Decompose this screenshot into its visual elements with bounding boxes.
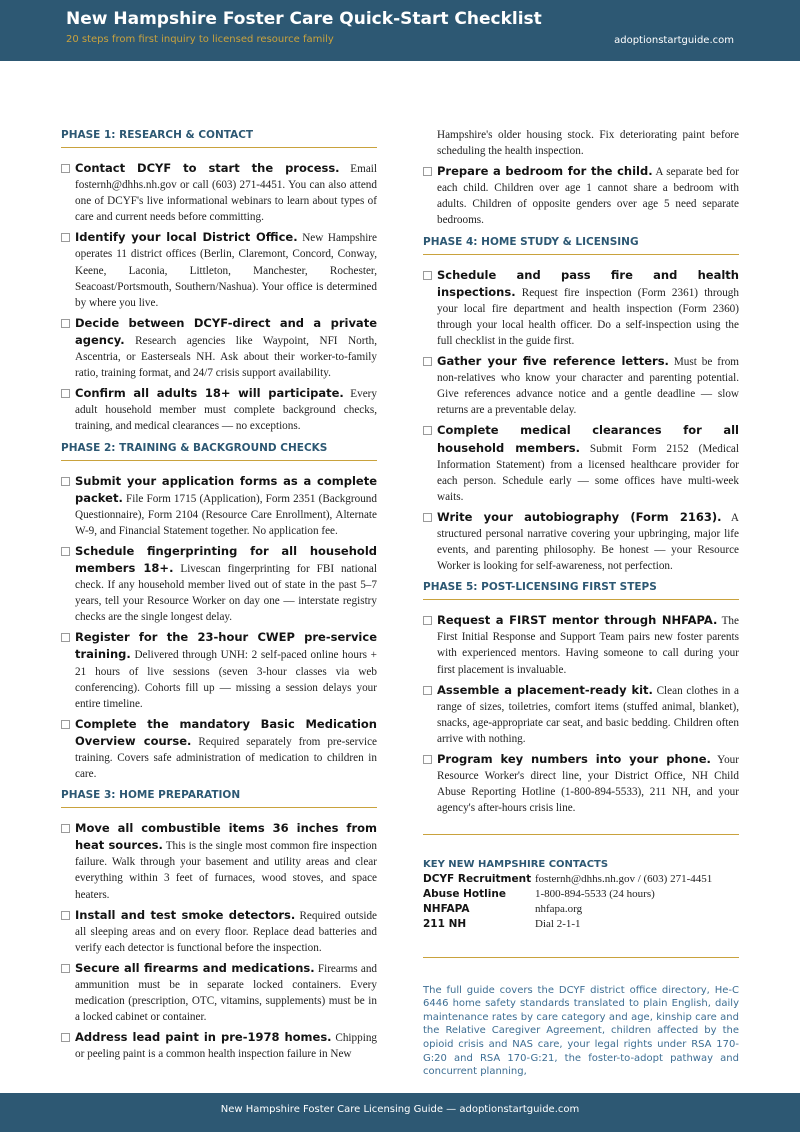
checklist	[61, 473, 377, 783]
checkbox[interactable]	[61, 1033, 70, 1042]
header-site-link[interactable]: adoptionstartguide.com	[614, 35, 734, 46]
checklist-item	[61, 629, 377, 711]
checklist-item	[61, 229, 377, 310]
phase-1	[61, 126, 377, 435]
checkbox[interactable]	[61, 824, 70, 833]
checklist	[423, 127, 739, 229]
contact-label: DCYF Recruitment	[423, 873, 532, 886]
contact-value: nhfapa.org	[535, 902, 583, 915]
checklist-item	[423, 612, 739, 677]
phase-title: PHASE 2: TRAINING & BACKGROUND CHECKS	[61, 439, 377, 461]
checklist-item	[423, 509, 739, 574]
item-body: Email fosternh@dhhs.nh.gov or call (603) 271-4451. You can also attend one of DCYF's live informational webinars to learn about types of care and current needs before committing.	[75, 163, 378, 224]
checklist	[61, 820, 377, 1062]
contacts-box	[423, 859, 739, 931]
item-body: A structured personal narrative covering your upbringing, major life events, and parenting philosophy. Be honest — your Resource Worker is looking for self-awareness, not perfection.	[437, 511, 739, 573]
checkbox[interactable]	[61, 319, 70, 328]
checklist-item	[61, 960, 377, 1025]
item-title: Program key numbers into your phone.	[437, 752, 711, 766]
checkbox[interactable]	[423, 616, 432, 625]
contact-row	[423, 872, 739, 887]
item-title: Address lead paint in pre-1978 homes.	[75, 1030, 332, 1045]
checkbox[interactable]	[423, 686, 432, 695]
checklist-item	[61, 907, 377, 956]
checkbox[interactable]	[61, 477, 70, 486]
checkbox[interactable]	[61, 720, 70, 729]
item-body: Submit Form 2152 (Medical Information Statement) from a licensed healthcare provider for each person. Schedule early — some offices have multi-week waits.	[437, 442, 740, 503]
phase-title: PHASE 5: POST-LICENSING FIRST STEPS	[423, 578, 739, 600]
phase-5	[423, 578, 739, 816]
item-title: Install and test smoke detectors.	[75, 907, 296, 922]
item-title: Contact DCYF to start the process.	[75, 161, 340, 175]
phase-2	[61, 439, 377, 783]
contact-row	[423, 902, 739, 917]
phase-4	[423, 233, 739, 575]
item-title: Write your autobiography (Form 2163).	[437, 509, 722, 524]
checklist	[61, 160, 377, 435]
contact-label: Abuse Hotline	[423, 888, 506, 901]
item-title: Prepare a bedroom for the child.	[437, 164, 653, 179]
item-title: Complete medical clearances for all household members.	[437, 423, 739, 455]
checklist-item	[423, 163, 739, 228]
phase-title: PHASE 3: HOME PREPARATION	[61, 786, 377, 808]
checklist-item	[423, 751, 739, 816]
checkbox[interactable]	[423, 426, 432, 435]
item-body: Your Resource Worker's direct line, your District Office, NH Child Abuse Reporting Hotline (1-800-894-5533), 211 NH, and your agency's after-hours crisis line.	[437, 754, 739, 815]
item-body: Research agencies like Waypoint, NFI North, Ascentria, or Easterseals NH. Ask about their worker-to-family ratio, training format, and 24/7 crisis support availability.	[75, 334, 377, 380]
item-title: Register for the 23-hour CWEP pre-service training.	[75, 630, 377, 662]
contact-label: NHFAPA	[423, 902, 470, 915]
checkbox[interactable]	[61, 911, 70, 920]
item-title: Identify your local District Office.	[75, 230, 298, 245]
phase-title: PHASE 4: HOME STUDY & LICENSING	[423, 233, 739, 255]
phase-title: PHASE 1: RESEARCH & CONTACT	[61, 126, 377, 148]
checkbox[interactable]	[61, 964, 70, 973]
page-header	[0, 0, 800, 61]
item-title: Schedule fingerprinting for all household members 18+.	[75, 543, 377, 575]
item-body: Every adult household member must complete background checks, training, and medical clearances — no exceptions.	[75, 388, 377, 433]
checkbox[interactable]	[423, 513, 432, 522]
checklist-item	[423, 422, 739, 504]
page-footer	[0, 1093, 800, 1132]
contact-value: fosternh@dhhs.nh.gov / (603) 271-4451	[535, 873, 713, 886]
item-title: Submit your application forms as a complete packet.	[75, 473, 377, 505]
checkbox[interactable]	[423, 357, 432, 366]
footer-text: New Hampshire Foster Care Licensing Guide — adoptionstartguide.com	[220, 1104, 580, 1115]
item-body: Clean clothes in a range of sizes, toiletries, comfort items (stuffed animal, blanket), snacks, age-appropriate car seat, and basic bedding. Children often arrive with nothing.	[437, 684, 740, 745]
contact-value: 1-800-894-5533 (24 hours)	[535, 888, 655, 901]
contacts-title: KEY NEW HAMPSHIRE CONTACTS	[423, 859, 609, 871]
checkbox[interactable]	[423, 271, 432, 280]
checkbox[interactable]	[61, 389, 70, 398]
item-title: Assemble a placement-ready kit.	[437, 682, 653, 697]
item-body: Delivered through UNH: 2 self-paced online hours + 21 hours of live sessions (seven 3-hour classes via web conferencing). Cohorts fill up — missing a session delays your entire timeline.	[75, 649, 377, 710]
item-title: Schedule and pass fire and health inspections.	[437, 267, 739, 299]
item-body: Required separately from pre-service training. Covers safe administration of medication to children in care.	[75, 735, 378, 781]
checklist-item	[61, 716, 377, 782]
checklist-item-continuation: Hampshire's older housing stock. Fix deteriorating paint before scheduling the health inspection.	[437, 129, 739, 158]
item-title: Complete the mandatory Basic Medication Overview course.	[75, 716, 377, 748]
phase-3	[61, 786, 377, 1062]
item-title: Decide between DCYF-direct and a private agency.	[75, 315, 377, 347]
right-column	[423, 127, 740, 1078]
checkbox[interactable]	[423, 167, 432, 176]
item-body: Must be from non-relatives who know your character and parenting potential. Give references advance notice and a gentle deadline — slow returns are a preventable delay.	[437, 356, 739, 417]
guide-note: The full guide covers the DCYF district office directory, He-C 6446 home safety standards translated to plain English, daily maintenance rates by care category and age, kinship care and the Relative Caregiver Agreement, children affected by the opioid crisis and NAS care, your legal rights under RSA 170-G:20 and RSA 170-G:21, the foster-to-adopt pathway and concurrent planning,	[423, 984, 739, 1078]
checkbox[interactable]	[61, 233, 70, 242]
contact-row	[423, 917, 739, 932]
checklist-item	[61, 473, 377, 539]
checkbox[interactable]	[61, 164, 70, 173]
checklist-item	[61, 543, 377, 625]
contact-label: 211 NH	[423, 917, 467, 930]
page-title: New Hampshire Foster Care Quick-Start Checklist	[66, 9, 542, 29]
checkbox[interactable]	[423, 755, 432, 764]
checklist	[423, 612, 739, 816]
checklist-item	[61, 315, 377, 381]
item-body: The First Initial Response and Support Team pairs new foster parents with experienced mentors. Having someone to call during your first placement is invaluable.	[437, 615, 739, 676]
item-body: Firearms and ammunition must be in separate locked containers. Every medication (prescription, OTC, vitamins, supplements) must be in a locked cabinet or container.	[75, 962, 378, 1024]
checkbox[interactable]	[61, 633, 70, 642]
checklist-item	[61, 385, 377, 434]
item-body: File Form 1715 (Application), Form 2351 (Background Questionnaire), Form 2104 (Resource Care Enrollment), Alternate W-9, and Financial Statement together. No application fee.	[75, 492, 377, 537]
checklist-item	[61, 820, 377, 902]
item-title: Gather your five reference letters.	[437, 354, 669, 369]
item-body: Required outside all sleeping areas and on every floor. Replace dead batteries and verify each detector is functional before the inspection.	[75, 909, 378, 954]
checklist-item	[61, 1029, 377, 1062]
item-title: Move all combustible items 36 inches from heat sources.	[75, 821, 377, 853]
item-title: Request a FIRST mentor through NHFAPA.	[437, 613, 718, 628]
page-subtitle: 20 steps from first inquiry to licensed resource family	[66, 34, 334, 45]
item-body: A separate bed for each child. Children over age 1 cannot share a bedroom with adults. Children of opposite genders over age 5 need separate bedrooms.	[437, 166, 739, 227]
item-title: Confirm all adults 18+ will participate.	[75, 386, 344, 401]
left-column	[61, 126, 377, 1067]
checklist-item	[423, 682, 739, 747]
checklist-item	[61, 160, 377, 225]
checklist	[423, 267, 739, 575]
contact-value: Dial 2-1-1	[535, 917, 581, 930]
checkbox[interactable]	[61, 547, 70, 556]
item-body: Chipping or peeling paint is a common health inspection failure in New	[75, 1032, 378, 1061]
divider	[423, 834, 739, 835]
item-body: New Hampshire operates 11 district offices (Berlin, Claremont, Concord, Conway, Keene, Laconia, Littleton, Manchester, Rochester, Seacoast/Portsmouth, Southern/Nashua). Your office is determined by where you live.	[75, 232, 377, 309]
item-body: Livescan fingerprinting for FBI national check. If any household member lived out of state in the past 5–7 years, tell your Resource Worker on day one — interstate registry checks are the single longest delay.	[75, 562, 378, 624]
item-title: Secure all firearms and medications.	[75, 960, 315, 975]
checklist-item	[423, 353, 739, 418]
checklist-item	[423, 267, 739, 349]
item-body: This is the single most common fire inspection failure. Walk through your basement and utility areas and clear everything within 3 feet of furnaces, wood stoves, and space heaters.	[75, 840, 377, 901]
divider	[423, 957, 739, 958]
item-body: Request fire inspection (Form 2361) through your local fire department and health inspection (Form 2360) through your local health officer. Do a self-inspection using the full checklist in the guide first.	[437, 286, 739, 347]
contact-row	[423, 887, 739, 902]
